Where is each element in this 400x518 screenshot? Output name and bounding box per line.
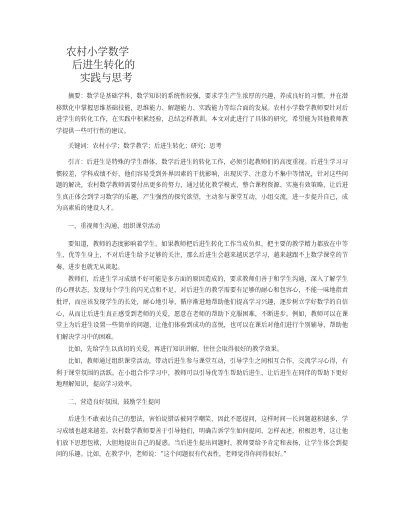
keywords-line: 关键词：农村小学；数学教学；后进生转化；研究；思考	[68, 143, 222, 151]
section-1-paragraph: 教师们，后进生学习成绩不好可能是多方面的原因造成的，要求教师们善于和学生沟通，深入了解学生的心理状态，发现每个学生的闪光点和不足，对后进生的教学需要有足够的耐心和包容心，不能一味地指责批评，而应该发现学生的长处，耐心地引导，循序渐进地帮助他们提高学习兴趣，逐步树立学好数学的自信心，从而让后进生真正感受到老师的关爱，愿意在老师的帮助下克服困难，不断进步。例如，教师可以在课堂上为后进生设置一些简单的问题，让他们体验到成功的喜悦，也可以在课后对他们进行个别辅导，帮助他们解决学习中的困难。	[56, 275, 348, 341]
intro-paragraph: 引言：后进生是特殊的学生群体，数学后进生的转化工作，必须引起教师们的高度重视。后进生学习习惯较差，学科成绩不好，他们容易受到外界因素的干扰影响，出现厌学、注意力不集中等情况，针对这些问题的解决，农村数学教师需要付出更多的努力，通过优化教学模式、整合课程资源、实施有效策略，让后进生真正体会到学习数学的乐趣，产生强烈的探究欲望，主动参与课堂互动，小组交流，进一步提升自己，成为高素质的建设人才。	[56, 158, 348, 213]
section-1-paragraph: 比如，教师通过组织课堂活动，带动后进生参与课堂互动，引导学生之间相互合作，交流学习心得，有利于课堂氛围的活跃。在小组合作学习中，教师可以引导优等生帮助后进生，让后进生在同伴的帮助下更好地理解知识，提高学习效率。	[56, 357, 348, 389]
abstract-paragraph: 摘要：数学是基础学科，数学知识的系统性较强，要求学生产生浓厚的兴趣，养成良好的习惯，并在潜移默化中掌握思维基础技能，思维能力、解题能力、实践能力等综合面的发展。农村小学数学教师要针对后进学生的转化工作，在实践中积累经验，总结怎样教训。本文对此进行了具体的研究，希望能为其他教师教学提供一些可行性的建议。	[56, 93, 348, 135]
article-title	[66, 46, 186, 85]
title-line-1: 农村小学数学	[66, 46, 129, 58]
title-line-3: 实践与思考	[80, 72, 133, 84]
section-1-paragraph: 比如，先给学生以真切的关爱，再进行知识讲解，往往会取得很好的教学效果。	[68, 345, 284, 353]
section-2-paragraph: 后进生不敢表达自己的想法，害怕说错话被同学嘲笑，因此不愿提问，这样时间一长问题越积越多，学习成绩也越来越差。农村数学教师要善于引导他们，明确告诉学生如何提问、怎样表述，积极思考，这让他们放下思想包袱，大胆地提出自己的疑惑。当后进生提出问题时，教师要给予肯定和表扬，让学生体会到提问的乐趣。比如，在教学中，老师说：“这个问题很有代表性，老师觉得你问得很好。”	[56, 416, 348, 459]
article-body	[56, 91, 348, 461]
section-1-paragraph: 要知道，教师的态度影响着学生。如果教师把后进生转化工作当成负担，把主要的教学精力都放在中等生、优等生身上，不对后进生给予足够的关注，那么后进生会越来越厌恶学习，越来越跟不上数学课堂的节奏，进步也就无从谈起。	[56, 240, 348, 271]
title-line-2: 后进生转化的	[72, 59, 135, 71]
section-2-heading: 二、营造良好氛围，鼓励学生提问	[68, 398, 161, 406]
section-1-heading: 一、重视师生沟通，组织课堂活动	[68, 222, 161, 230]
